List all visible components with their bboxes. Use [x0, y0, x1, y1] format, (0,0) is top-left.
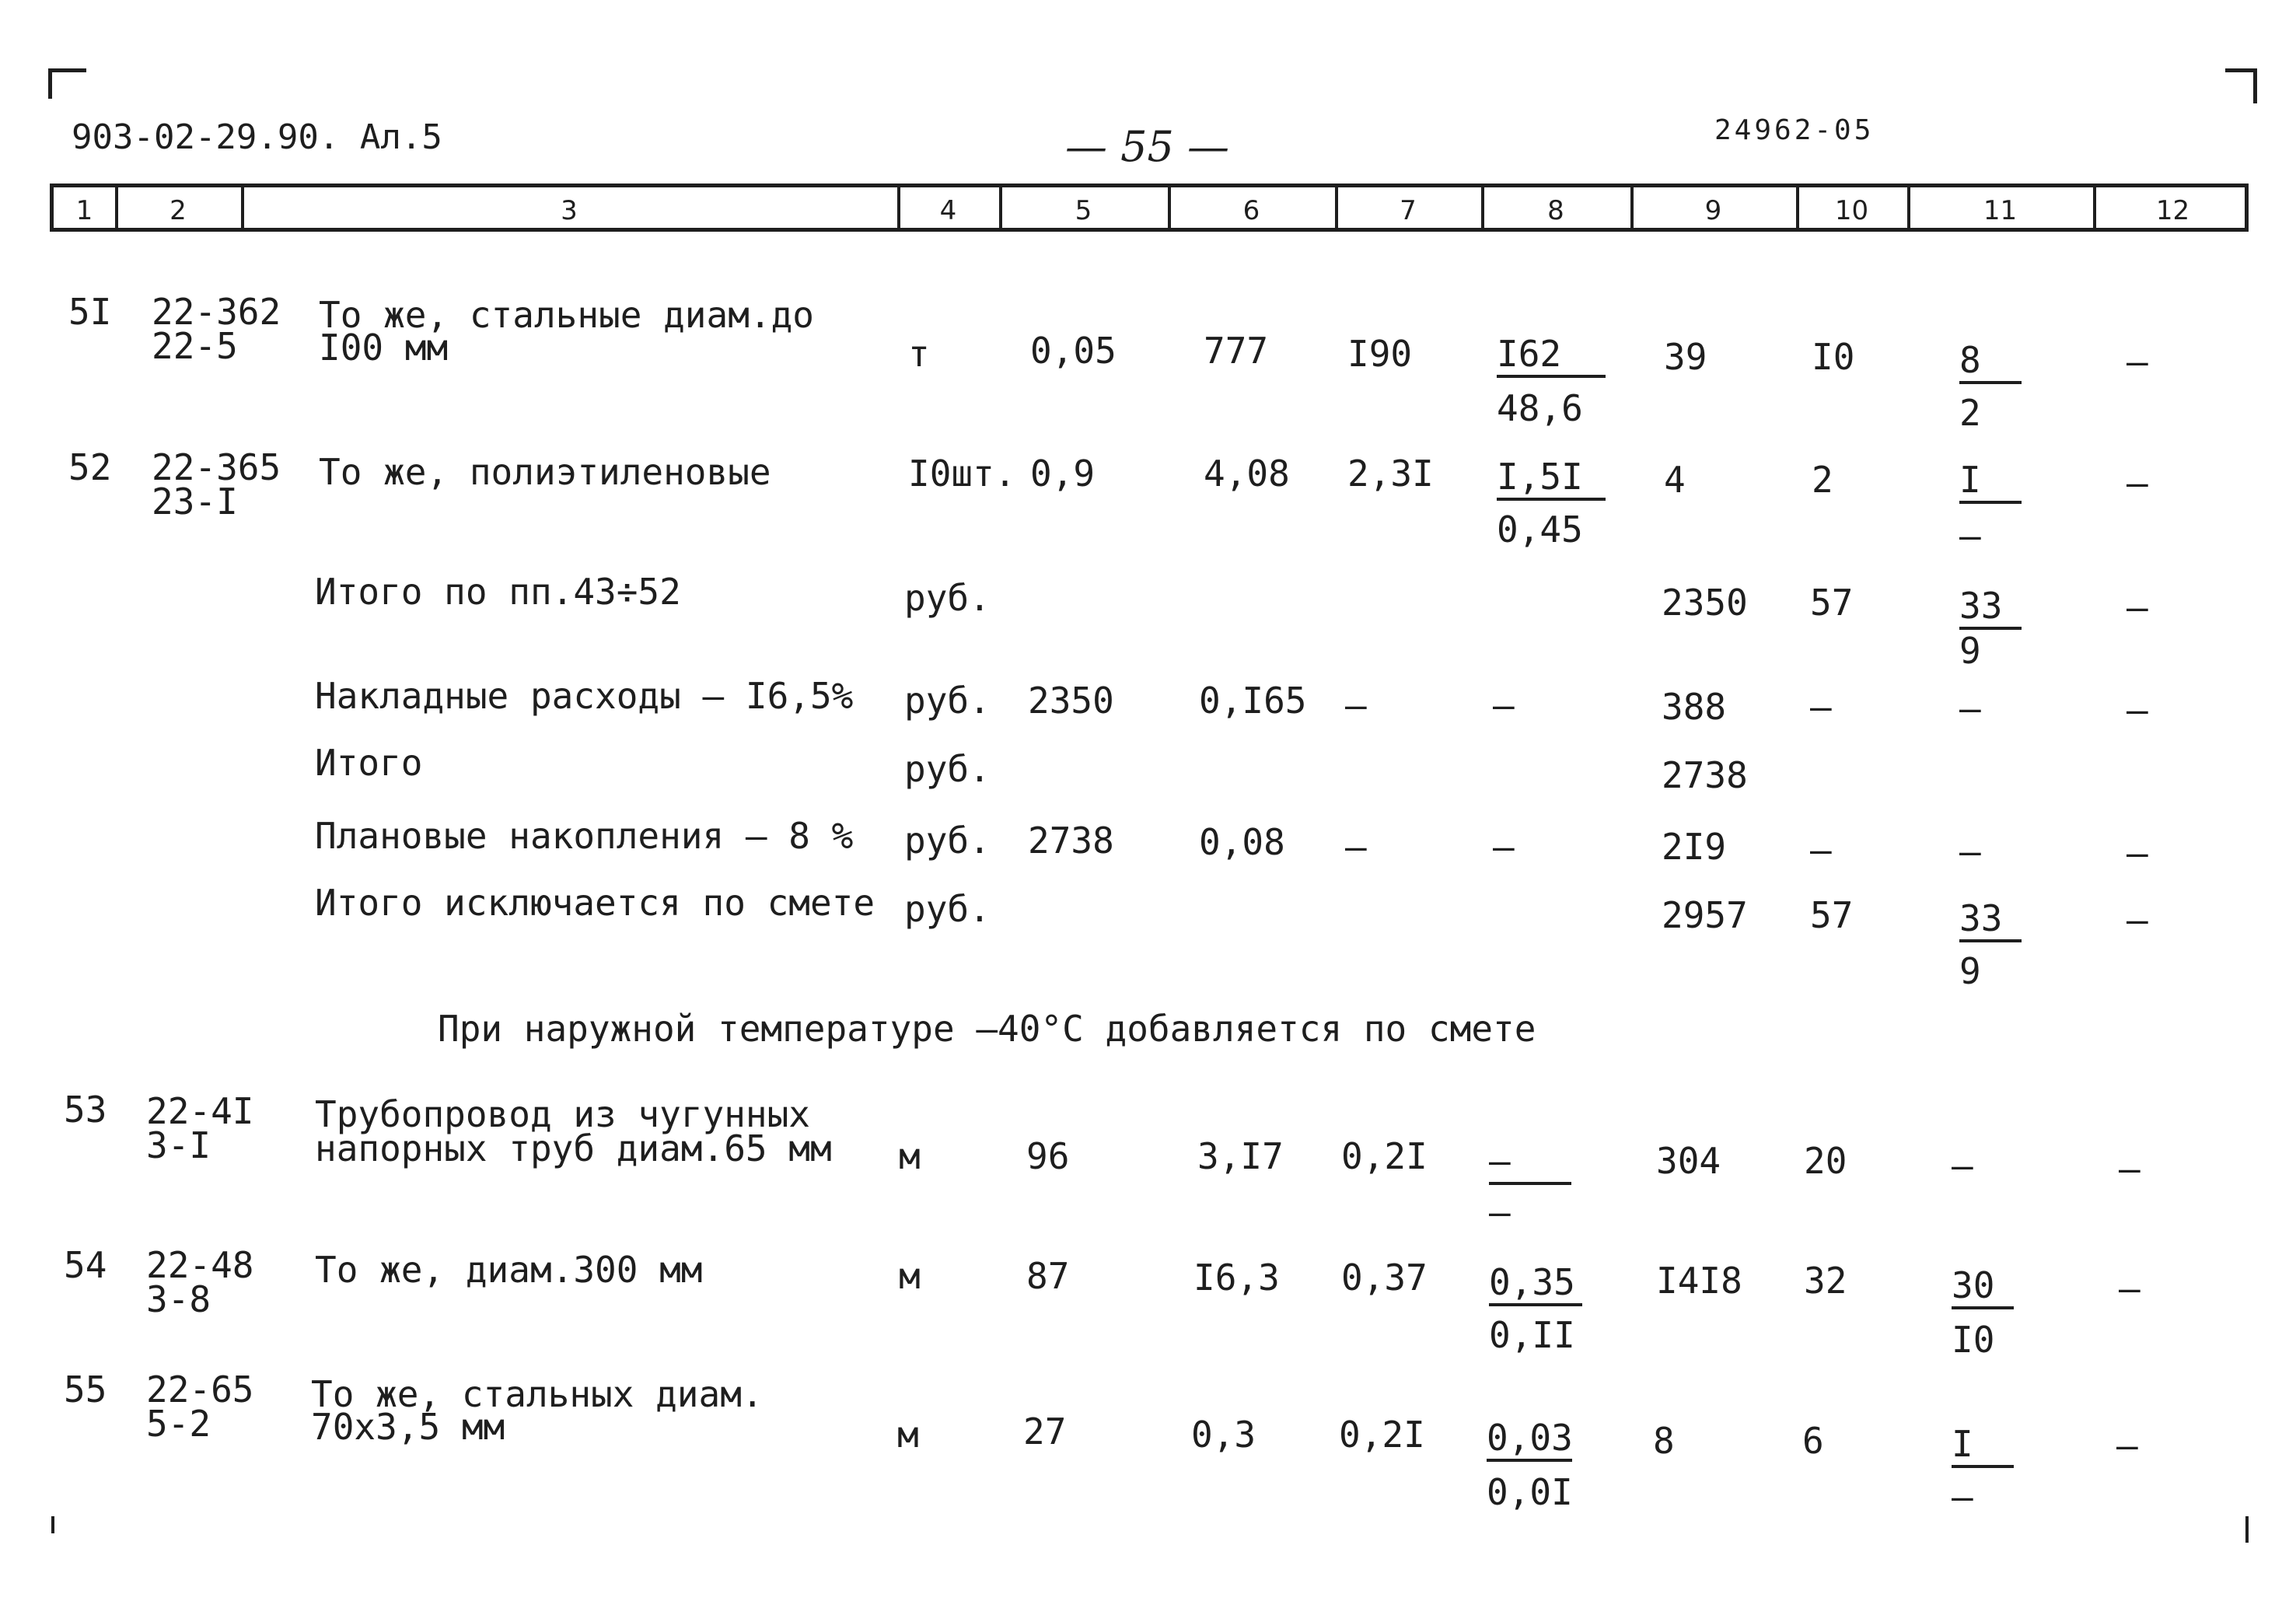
total-labor: 20: [1804, 1140, 1847, 1182]
summary-machine: 33: [1959, 588, 2022, 630]
summary-unit: руб.: [904, 748, 991, 790]
rate-code-sub: 22-5: [152, 325, 238, 367]
summary-col8: –: [1493, 826, 1515, 868]
row-number: 55: [64, 1369, 107, 1410]
total-cost: 39: [1664, 336, 1707, 378]
rate-code-sub: 5-2: [146, 1403, 211, 1445]
summary-unit: руб.: [904, 680, 991, 722]
item-description-cont: 70х3,5 мм: [311, 1406, 505, 1448]
corner-mark-bottom-right: [2245, 1516, 2249, 1543]
total-cost: 8: [1653, 1420, 1675, 1462]
total-machine-wages: –: [1959, 515, 1981, 557]
total-cost: I4I8: [1656, 1260, 1742, 1302]
column-number: 5: [1075, 195, 1092, 226]
summary-rate: 0,I65: [1199, 680, 1307, 722]
machine-cost: 0,35: [1489, 1264, 1582, 1306]
labor-cost: I90: [1347, 333, 1413, 375]
column-number: 11: [1983, 195, 2018, 226]
unit: т: [908, 333, 930, 375]
machine-cost-wages: –: [1489, 1191, 1511, 1233]
rate-code-sub: 3-8: [146, 1278, 211, 1320]
column-number: 2: [169, 195, 187, 226]
machine-cost: I,5I: [1497, 459, 1606, 501]
row-number: 54: [64, 1244, 107, 1286]
total-cost: 4: [1664, 459, 1686, 501]
total-machine: I: [1952, 1426, 2014, 1468]
summary-label: Накладные расходы – I6,5%: [315, 675, 854, 717]
total-cost: 304: [1656, 1140, 1721, 1182]
summary-machine: –: [1959, 830, 1981, 872]
rate-code: 22-362: [152, 291, 281, 333]
total-machine-wages: –: [1952, 1476, 1973, 1518]
unit: м: [899, 1255, 921, 1297]
summary-rate: 0,08: [1199, 821, 1285, 863]
unit-cost: 0,3: [1191, 1414, 1256, 1456]
rate-code-sub: 23-I: [152, 481, 238, 523]
summary-unit: руб.: [904, 820, 991, 862]
summary-base: 2738: [1028, 820, 1114, 862]
machine-cost-wages: 0,0I: [1487, 1471, 1573, 1513]
rate-code: 22-4I: [146, 1090, 254, 1132]
total-machine-wages: 2: [1959, 392, 1981, 434]
summary-label: Итого: [315, 742, 423, 784]
item-description-cont: напорных труб диам.65 мм: [315, 1127, 832, 1169]
quantity: 27: [1023, 1410, 1067, 1452]
column-number: 12: [2155, 195, 2190, 226]
total-labor: I0: [1812, 336, 1855, 378]
row-number: 5I: [68, 291, 112, 333]
column-number: 9: [1704, 195, 1722, 226]
total-machine: 30: [1952, 1267, 2014, 1309]
quantity: 87: [1026, 1255, 1070, 1297]
column-number: 4: [939, 195, 957, 226]
machine-cost-wages: 0,45: [1497, 509, 1583, 551]
section-title: При наружной температуре –40°С добавляется по смете: [438, 1008, 1536, 1050]
corner-mark-top-left: [48, 68, 86, 99]
column-number: 8: [1547, 195, 1564, 226]
machine-cost: 0,03: [1487, 1420, 1572, 1462]
column-header-row: [50, 184, 2249, 232]
item-description: То же, диам.300 мм: [315, 1249, 703, 1291]
unit: I0шт.: [908, 453, 1016, 495]
col12-value: –: [2119, 1148, 2140, 1190]
item-description: То же, полиэтиленовые: [319, 451, 771, 493]
machine-cost-wages: 48,6: [1497, 387, 1583, 429]
summary-machine-wages: 9: [1959, 950, 1981, 992]
unit: м: [899, 1135, 921, 1177]
rate-code: 22-65: [146, 1369, 254, 1410]
item-description: Трубопровод из чугунных: [315, 1093, 810, 1135]
row-number: 53: [64, 1089, 107, 1131]
summary-col12: –: [2127, 689, 2148, 731]
summary-total: 2738: [1662, 754, 1748, 796]
stamp-number: 24962-05: [1714, 114, 1875, 146]
document-code: 903-02-29.90. Ал.5: [72, 117, 442, 157]
summary-label: Итого по пп.43÷52: [315, 571, 681, 613]
summary-labor: 57: [1810, 894, 1854, 936]
machine-cost-wages: 0,II: [1489, 1314, 1575, 1356]
labor-cost: 0,2I: [1339, 1414, 1425, 1456]
summary-total: 2I9: [1662, 826, 1727, 868]
summary-machine-wages: 9: [1959, 630, 1981, 672]
summary-label: Итого исключается по смете: [315, 882, 875, 924]
col12-value: –: [2127, 462, 2148, 504]
total-labor: 2: [1812, 459, 1833, 501]
summary-labor: –: [1810, 829, 1832, 871]
col12-value: –: [2116, 1424, 2138, 1466]
unit-cost: 3,I7: [1197, 1135, 1284, 1177]
summary-total: 388: [1662, 686, 1727, 728]
unit-cost: I6,3: [1193, 1257, 1280, 1299]
summary-col8: –: [1493, 684, 1515, 726]
machine-cost: I62: [1497, 336, 1606, 378]
column-number: 10: [1834, 195, 1869, 226]
rate-code: 22-365: [152, 446, 281, 488]
total-machine: 8: [1959, 342, 2022, 384]
corner-mark-bottom-left: [51, 1516, 54, 1533]
summary-total: 2957: [1662, 894, 1748, 936]
unit-cost: 777: [1204, 330, 1269, 372]
summary-unit: руб.: [904, 888, 991, 930]
total-machine: I: [1959, 462, 2022, 504]
unit-cost: 4,08: [1204, 453, 1290, 495]
summary-col12: –: [2127, 899, 2148, 941]
total-machine-wages: I0: [1952, 1319, 1995, 1361]
column-number: 7: [1400, 195, 1417, 226]
col12-value: –: [2119, 1267, 2140, 1309]
summary-machine: –: [1959, 687, 1981, 729]
unit: м: [897, 1414, 919, 1456]
machine-cost: –: [1489, 1143, 1571, 1185]
rate-code: 22-48: [146, 1244, 254, 1286]
summary-col12: –: [2127, 832, 2148, 874]
summary-col7: –: [1345, 684, 1367, 726]
summary-base: 2350: [1028, 680, 1114, 722]
item-description-cont: I00 мм: [319, 327, 449, 369]
summary-col12: –: [2127, 586, 2148, 628]
summary-unit: руб.: [904, 577, 991, 619]
item-description: То же, стальных диам.: [311, 1373, 764, 1415]
total-labor: 32: [1804, 1260, 1847, 1302]
corner-mark-top-right: [2225, 68, 2257, 103]
col12-value: –: [2127, 341, 2148, 383]
column-number: 3: [561, 195, 578, 226]
total-labor: 6: [1802, 1420, 1824, 1462]
row-number: 52: [68, 446, 112, 488]
summary-label: Плановые накопления – 8 %: [315, 815, 854, 857]
column-number: 1: [75, 195, 93, 226]
column-number: 6: [1242, 195, 1260, 226]
summary-machine: 33: [1959, 900, 2022, 942]
page-number: — 55 —: [1065, 122, 1230, 171]
summary-total: 2350: [1662, 582, 1748, 624]
labor-cost: 2,3I: [1347, 453, 1434, 495]
quantity: 96: [1026, 1135, 1070, 1177]
item-description: То же, стальные диам.до: [319, 294, 814, 336]
summary-labor: –: [1810, 686, 1832, 728]
summary-col7: –: [1345, 826, 1367, 868]
labor-cost: 0,2I: [1341, 1135, 1428, 1177]
quantity: 0,9: [1030, 453, 1096, 495]
quantity: 0,05: [1030, 330, 1117, 372]
summary-labor: 57: [1810, 582, 1854, 624]
total-machine: –: [1952, 1145, 1973, 1187]
rate-code-sub: 3-I: [146, 1124, 211, 1166]
labor-cost: 0,37: [1341, 1257, 1428, 1299]
